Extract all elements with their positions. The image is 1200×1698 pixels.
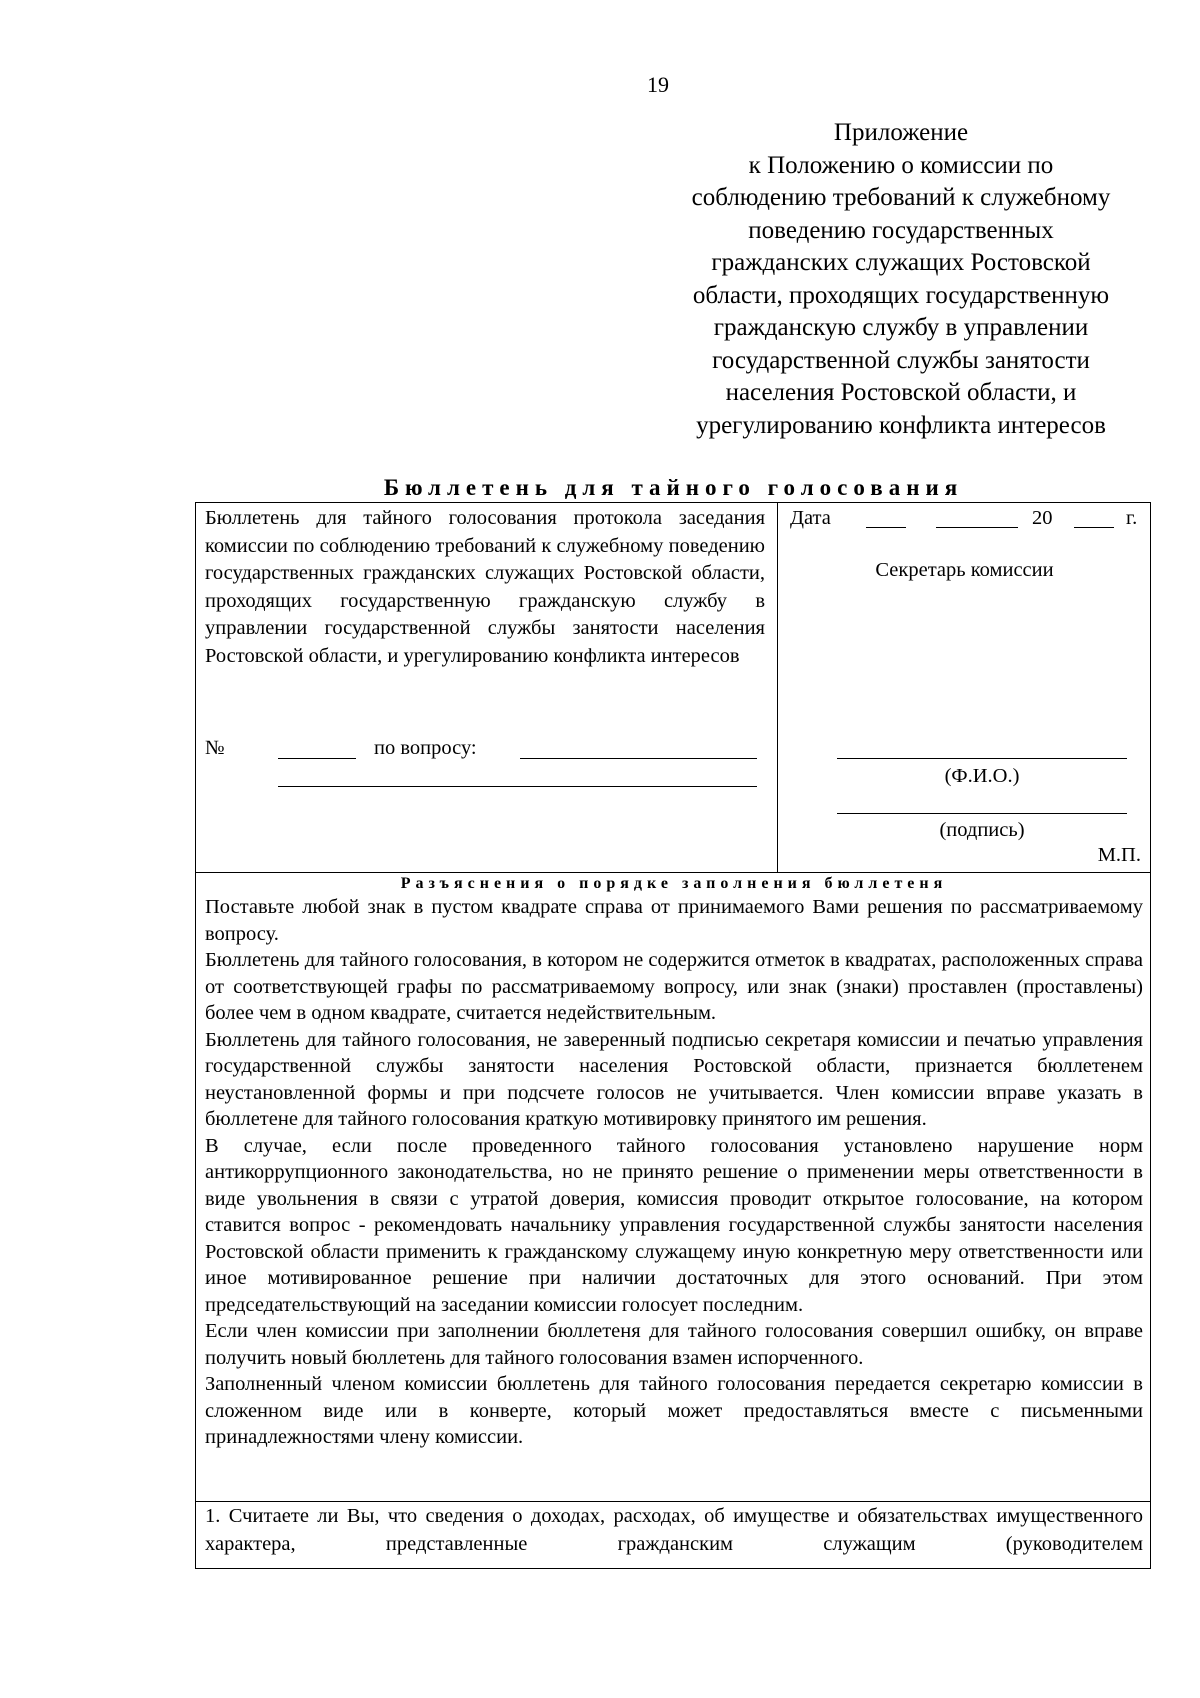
secretary-label: Секретарь комиссии bbox=[875, 559, 1054, 581]
instruction-paragraph: Заполненный членом комиссии бюллетень для тайного голосования передается секретарю комиссии в сложенном виде или в конверте, который может предоставляться вместе с письменными принадлежностями члену комиссии. bbox=[205, 1373, 1143, 1448]
year-prefix: 20 bbox=[1032, 507, 1053, 529]
question-field-line-2[interactable] bbox=[278, 786, 757, 787]
date-label: Дата bbox=[790, 507, 831, 529]
fio-label: (Ф.И.О.) bbox=[944, 765, 1020, 787]
instructions-section bbox=[196, 872, 1150, 1502]
signature-label: (подпись) bbox=[939, 819, 1025, 841]
instruction-paragraph: Если член комиссии при заполнении бюллетеня для тайного голосования совершил ошибку, он вправе получить новый бюллетень для тайного голосования взамен испорченного. bbox=[205, 1320, 1143, 1369]
appendix-line: области, проходящих государственную bbox=[692, 281, 1110, 309]
appendix-line: Приложение bbox=[833, 119, 969, 146]
ballot-description-text: Бюллетень для тайного голосования протокола заседания комиссии по соблюдению требований к служебному поведению государственных гражданских служащих Ростовской области, проходящих государственную гражданскую службу в управлении государственной службы занятости населения Ростовской области, и урегулированию конфликта интересов bbox=[205, 507, 765, 667]
appendix-line: соблюдению требований к служебному bbox=[691, 184, 1111, 211]
instructions-title: Разъяснения о порядке заполнения бюллетеня bbox=[400, 875, 948, 892]
appendix-line: поведению государственных bbox=[748, 216, 1054, 244]
instructions-body bbox=[205, 894, 1143, 1451]
signature-line[interactable] bbox=[837, 813, 1127, 814]
ballot-title: Бюллетень для тайного голосования bbox=[383, 475, 964, 500]
date-year-line[interactable] bbox=[1074, 527, 1114, 528]
question-label: по вопросу: bbox=[374, 737, 477, 759]
date-month-line[interactable] bbox=[936, 527, 1018, 528]
stamp-label: М.П. bbox=[1097, 844, 1141, 866]
date-day-line[interactable] bbox=[866, 527, 906, 528]
question-1: 1. Считаете ли Вы, что сведения о доходах, расходах, об имуществе и обязательствах имущественного характера, представленные гражданским служащим (руководителем bbox=[205, 1505, 1143, 1555]
ballot-header-row bbox=[196, 503, 1150, 873]
appendix-line: к Положению о комиссии по bbox=[748, 151, 1054, 179]
appendix-line: гражданскую службу в управлении bbox=[713, 314, 1089, 341]
instruction-paragraph: Поставьте любой знак в пустом квадрате справа от принимаемого Вами решения по рассматриваемому вопросу. bbox=[205, 896, 1143, 945]
instruction-paragraph: В случае, если после проведенного тайного голосования установлено нарушение норм антикоррупционного законодательства, но не принято решение о применении меры ответственности в виде увольнения в связи с утратой доверия, комиссия проводит открытое голосование, на котором ставится вопрос - рекомендовать начальнику управления государственной службы занятости населения Ростовской области применить к гражданскому служащему иную конкретную меру ответственности или иное мотивированное решение при наличии достаточных для этого оснований. При этом председательствующий на заседании комиссии голосует последним. bbox=[205, 1134, 1143, 1316]
page-number: 19 bbox=[647, 72, 669, 97]
fio-line[interactable] bbox=[837, 758, 1127, 759]
instruction-paragraph: Бюллетень для тайного голосования, в котором не содержится отметок в квадратах, расположенных справа от соответствующей графы по рассматриваемому вопросу, или знак (знаки) проставлен (проставлены) более чем в одном квадрате, считается недействительным. bbox=[205, 949, 1143, 1024]
ballot-table bbox=[195, 502, 1151, 1569]
instruction-paragraph: Бюллетень для тайного голосования, не заверенный подписью секретаря комиссии и печатью управления государственной службы занятости населения Ростовской области, признается бюллетенем неустановленной формы и при подсчете голосов не учитывается. Член комиссии вправе указать в бюллетене для тайного голосования краткую мотивировку принятого им решения. bbox=[205, 1028, 1143, 1130]
question-field-line[interactable] bbox=[520, 758, 757, 759]
year-suffix: г. bbox=[1126, 507, 1138, 529]
ballot-description bbox=[205, 505, 765, 670]
appendix-line: населения Ростовской области, и bbox=[725, 379, 1077, 406]
number-field-line[interactable] bbox=[278, 758, 356, 759]
appendix-line: государственной службы занятости bbox=[712, 346, 1090, 374]
appendix-line: урегулированию конфликта интересов bbox=[696, 411, 1106, 439]
number-label: № bbox=[205, 737, 225, 759]
appendix-block bbox=[659, 117, 1143, 442]
appendix-line: гражданских служащих Ростовской bbox=[711, 249, 1091, 276]
